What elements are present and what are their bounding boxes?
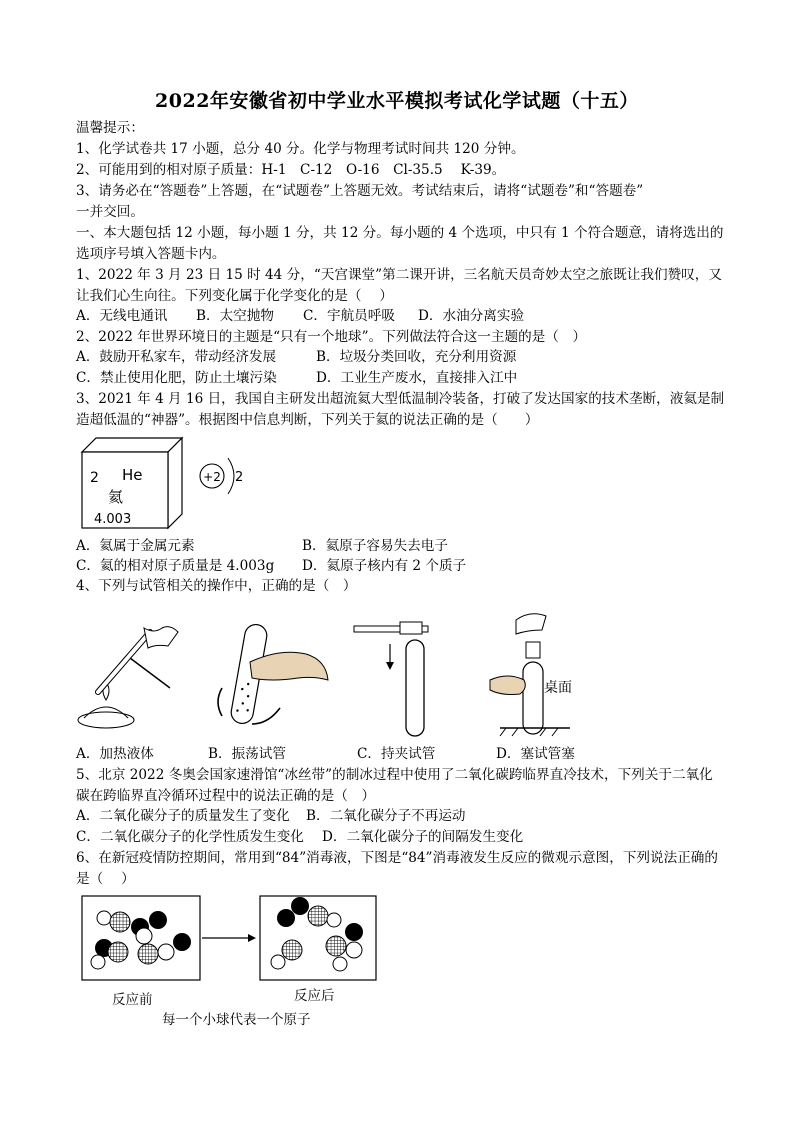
- question-1-stem: 让我们心生向往。下列变化属于化学变化的是（ ）: [76, 288, 393, 304]
- q4-option-a: A．加热液体: [76, 746, 154, 762]
- question-1-stem: 1、2022 年 3 月 23 日 15 时 44 分，“天宫课堂”第二课开讲，三名航天员奇妙太空之旅既让我们赞叹，又: [76, 267, 722, 283]
- q2-option-a: A．鼓励开私家车，带动经济发展: [76, 349, 277, 365]
- page-title: 2022年安徽省初中学业水平模拟考试化学试题（十五）: [155, 90, 639, 112]
- electron-count: 2: [235, 470, 244, 485]
- q3-option-c: C．氦的相对原子质量是 4.003g: [76, 558, 275, 574]
- q1-option-b: B．太空抛物: [196, 308, 274, 324]
- after-reaction-box: [260, 896, 376, 980]
- atomic-mass: 4.003: [94, 512, 132, 527]
- heating-liquid-illustration: [78, 627, 178, 728]
- after-label: 反应后: [294, 988, 335, 1004]
- stoppering-test-tube-illustration: [490, 614, 572, 736]
- question-5-stem: 碳在跨临界直冷循环过程中的说法正确的是（ ）: [76, 788, 376, 804]
- q4-option-b: B．振荡试管: [208, 746, 286, 762]
- question-3-stem: 3、2021 年 4 月 16 日，我国自主研发出超流氦大型低温制冷装备，打破了发达国家的技术垄断，液氦是制: [76, 391, 725, 407]
- q1-option-c: C．宇航员呼吸: [303, 308, 395, 324]
- q1-option-a: A．无线电通讯: [76, 308, 168, 324]
- q1-option-d: D．水油分离实验: [418, 308, 525, 324]
- question-2-stem: 2、2022 年世界环境日的主题是“只有一个地球”。下列做法符合这一主题的是（ ）: [76, 329, 587, 345]
- desk-label: 桌面: [544, 680, 572, 696]
- question-4-stem: 4、下列与试管相关的操作中，正确的是（ ）: [76, 578, 357, 594]
- section-instruction: 一、本大题包括 12 小题，每小题 1 分，共 12 分。每小题的 4 个选项，中只有 1 个符合题意，请将选出的: [76, 225, 724, 241]
- q4-option-d: D．塞试管塞: [496, 746, 575, 762]
- clamping-test-tube-illustration: [354, 622, 428, 736]
- element-symbol: He: [122, 466, 143, 484]
- q4-option-c: C．持夹试管: [357, 746, 436, 762]
- atom-structure-diagram: [200, 458, 243, 494]
- before-reaction-box: [82, 896, 200, 980]
- notice-item: 1、化学试卷共 17 小题，总分 40 分。化学与物理考试时间共 120 分钟。: [76, 141, 525, 157]
- element-cell: [82, 438, 182, 528]
- notice-item: 2、可能用到的相对原子质量：H-1 C-12 O-16 Cl-35.5 K-39。: [76, 162, 506, 178]
- q3-option-d: D．氦原子核内有 2 个质子: [302, 558, 467, 574]
- q5-option-b: B．二氧化碳分子不再运动: [306, 808, 466, 824]
- atomic-number: 2: [90, 470, 99, 486]
- notice-item: 3、请务必在“答题卷”上答题，在“试题卷”上答题无效。考试结束后，请将“试题卷”和“答题卷”: [76, 183, 644, 199]
- reaction-arrow: [202, 934, 256, 942]
- legend-text: 每一个小球代表一个原子: [162, 1012, 311, 1028]
- q5-option-c: C．二氧化碳分子的化学性质发生变化: [76, 829, 304, 845]
- question-3-stem: 造超低温的“神器”。根据图中信息判断，下列关于氦的说法正确的是（ ）: [76, 412, 539, 428]
- q2-option-b: B．垃圾分类回收，充分利用资源: [316, 349, 517, 365]
- element-name: 氦: [108, 488, 124, 506]
- helium-element-figure: [78, 436, 268, 532]
- test-tube-operations-figure: [70, 600, 730, 740]
- q5-option-a: A．二氧化碳分子的质量发生了变化: [76, 808, 290, 824]
- shaking-test-tube-illustration: [218, 623, 328, 725]
- q3-option-a: A．氦属于金属元素: [76, 538, 195, 554]
- q2-option-d: D．工业生产废水，直接排入江中: [316, 370, 518, 386]
- nucleus-charge: +2: [203, 470, 221, 484]
- question-6-stem: 是（ ）: [76, 871, 135, 887]
- notice-heading: 温馨提示：: [76, 120, 144, 136]
- section-instruction: 选项序号填入答题卡内。: [76, 246, 226, 262]
- question-6-stem: 6、在新冠疫情防控期间，常用到“84”消毒液，下图是“84”消毒液发生反应的微观示意图，下列说法正确的: [76, 850, 718, 866]
- before-label: 反应前: [112, 992, 153, 1008]
- q5-option-d: D．二氧化碳分子的间隔发生变化: [322, 829, 524, 845]
- question-5-stem: 5、北京 2022 冬奥会国家速滑馆“冰丝带”的制冰过程中使用了二氧化碳跨临界直冷技术，下列关于二氧化: [76, 767, 713, 783]
- q2-option-c: C．禁止使用化肥，防止土壤污染: [76, 370, 277, 386]
- notice-item: 一并交回。: [76, 204, 144, 220]
- q3-option-b: B．氦原子容易失去电子: [302, 538, 448, 554]
- reaction-micro-diagram: [78, 892, 388, 1032]
